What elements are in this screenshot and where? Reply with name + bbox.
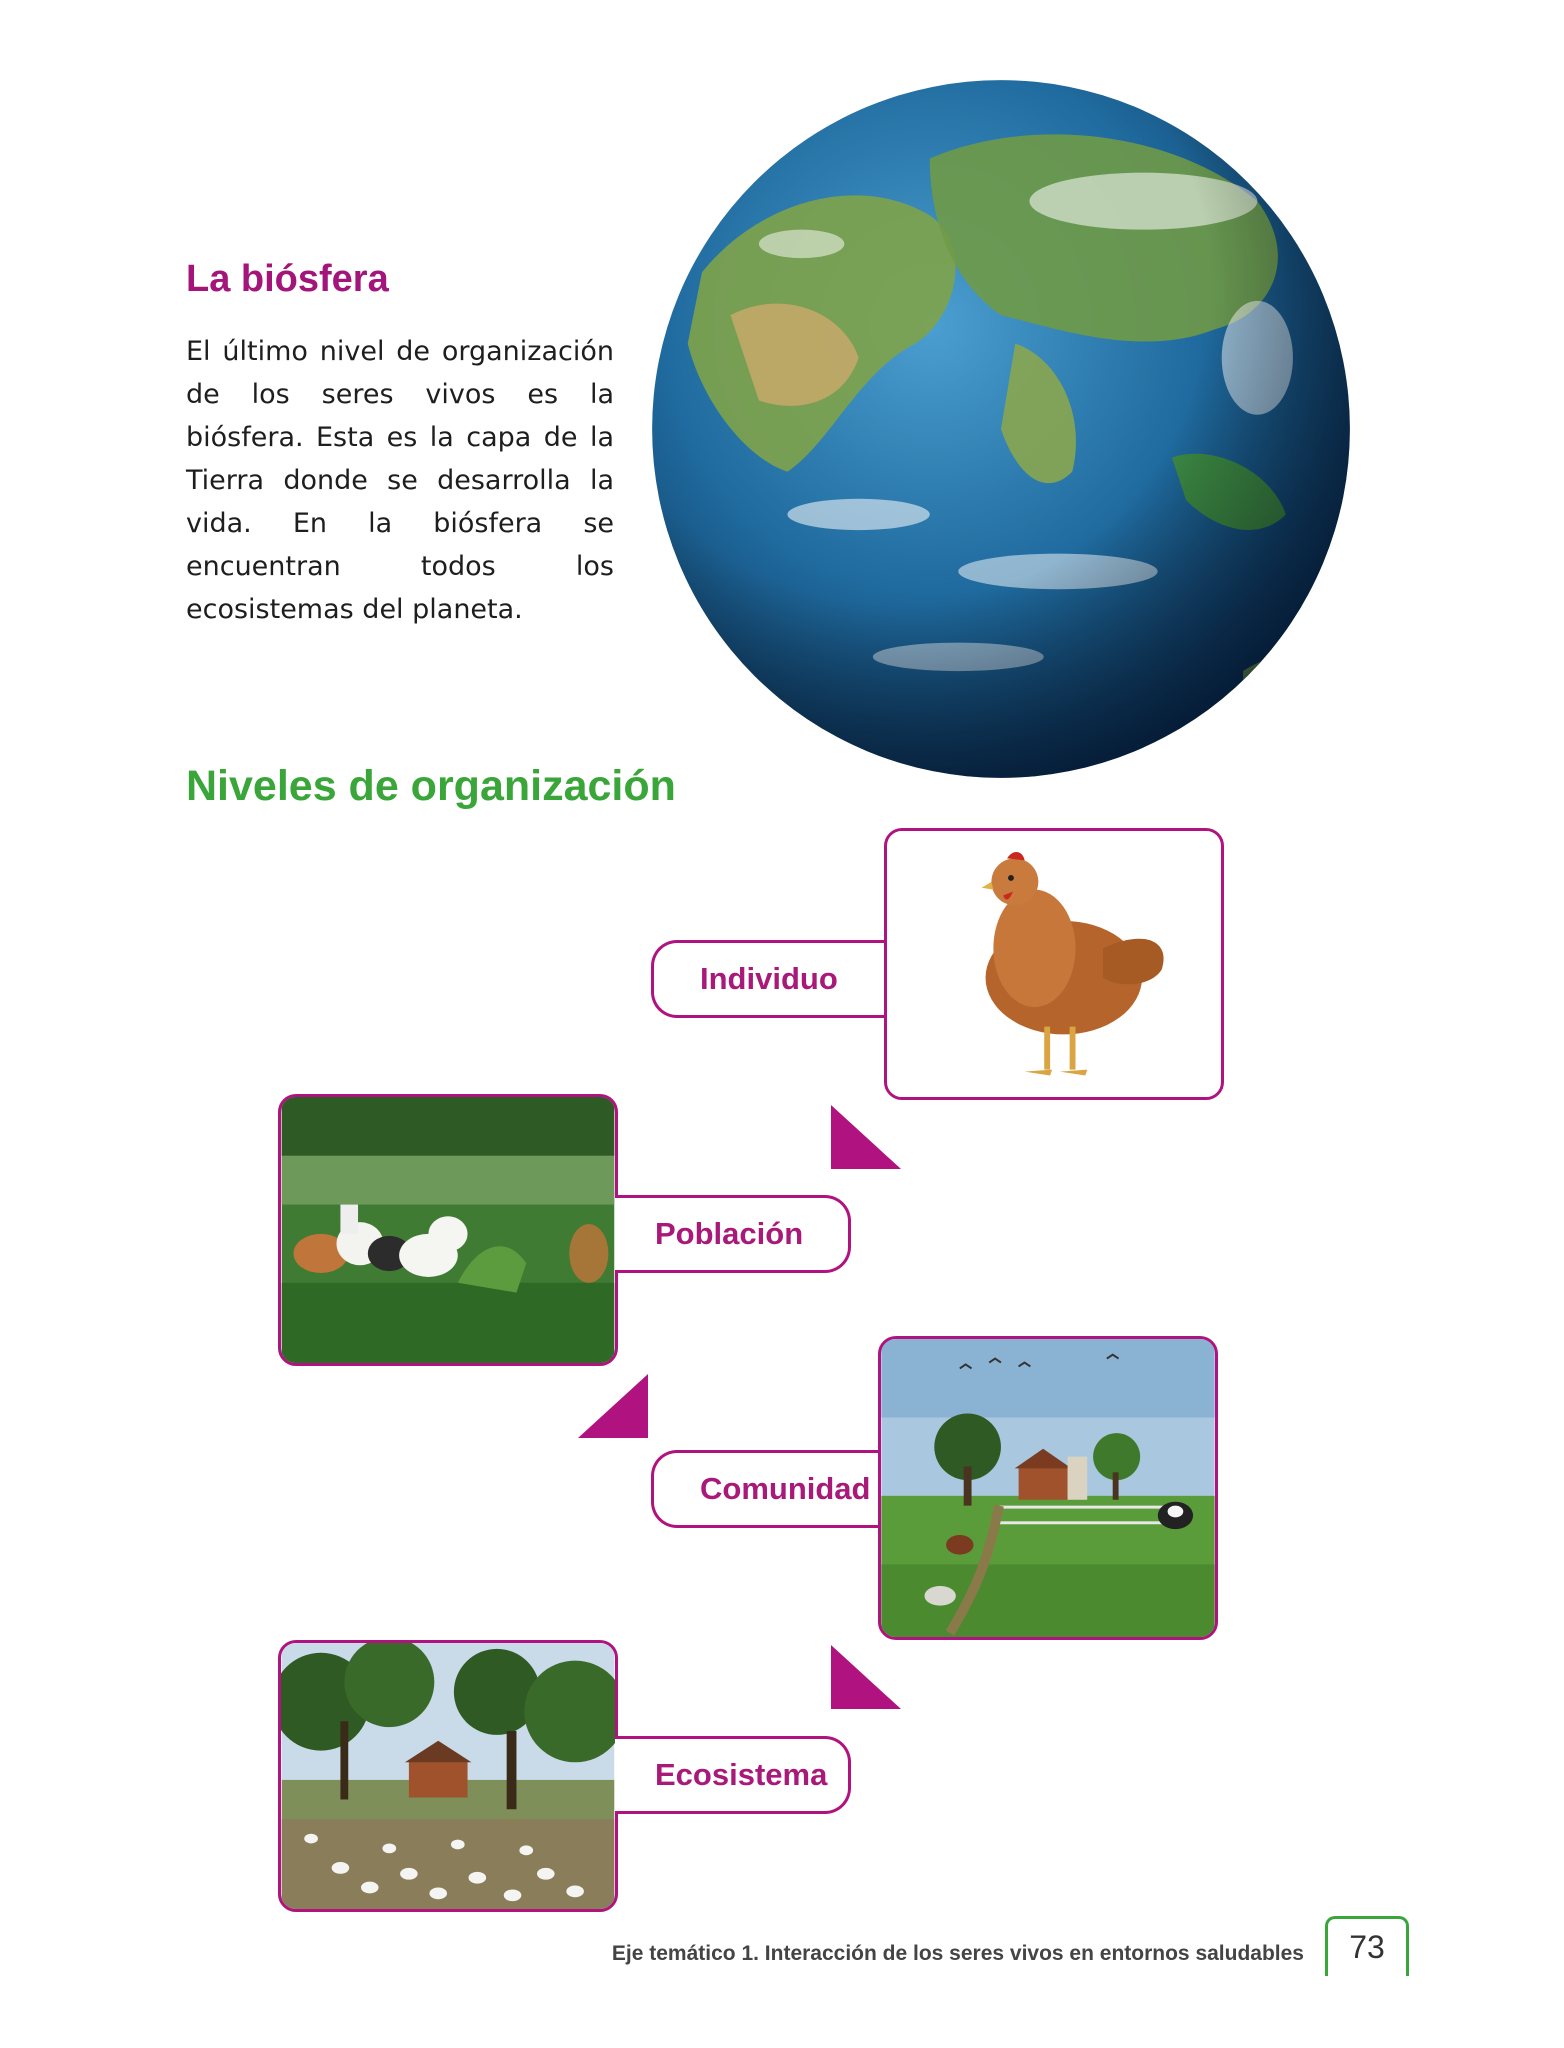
photo-ecosistema-farmland bbox=[278, 1640, 618, 1912]
label-ecosistema-text: Ecosistema bbox=[655, 1757, 828, 1792]
label-poblacion-text: Población bbox=[655, 1216, 804, 1251]
page-number bbox=[1325, 1916, 1409, 1976]
page-number-text: 73 bbox=[1349, 1929, 1385, 1965]
photo-individuo-hen bbox=[884, 828, 1224, 1100]
photo-comunidad-farm bbox=[878, 1336, 1218, 1640]
arrow-poblacion-to-comunidad bbox=[578, 1374, 648, 1438]
arrow-comunidad-to-ecosistema bbox=[831, 1645, 901, 1709]
section-title-biosfera: La biósfera bbox=[186, 258, 389, 300]
label-ecosistema bbox=[615, 1736, 851, 1814]
photo-poblacion-hens bbox=[278, 1094, 618, 1366]
label-poblacion bbox=[615, 1195, 851, 1273]
label-comunidad bbox=[651, 1450, 881, 1528]
label-individuo bbox=[651, 940, 887, 1018]
label-individuo-text: Individuo bbox=[700, 961, 838, 996]
earth-illustration bbox=[645, 73, 1357, 785]
footer-text: Eje temático 1. Interacción de los seres vivos en entornos saludables bbox=[611, 1942, 1304, 1965]
section-body-biosfera: El último nivel de organización de los seres vivos es la biósfera. Esta es la capa de la Tierra donde se desarrolla la vida. En la biósfera se encuentran todos los ecosistemas del planeta. bbox=[186, 336, 614, 625]
label-comunidad-text: Comunidad bbox=[700, 1471, 871, 1506]
levels-title: Niveles de organización bbox=[186, 762, 676, 810]
arrow-individuo-to-poblacion bbox=[831, 1105, 901, 1169]
